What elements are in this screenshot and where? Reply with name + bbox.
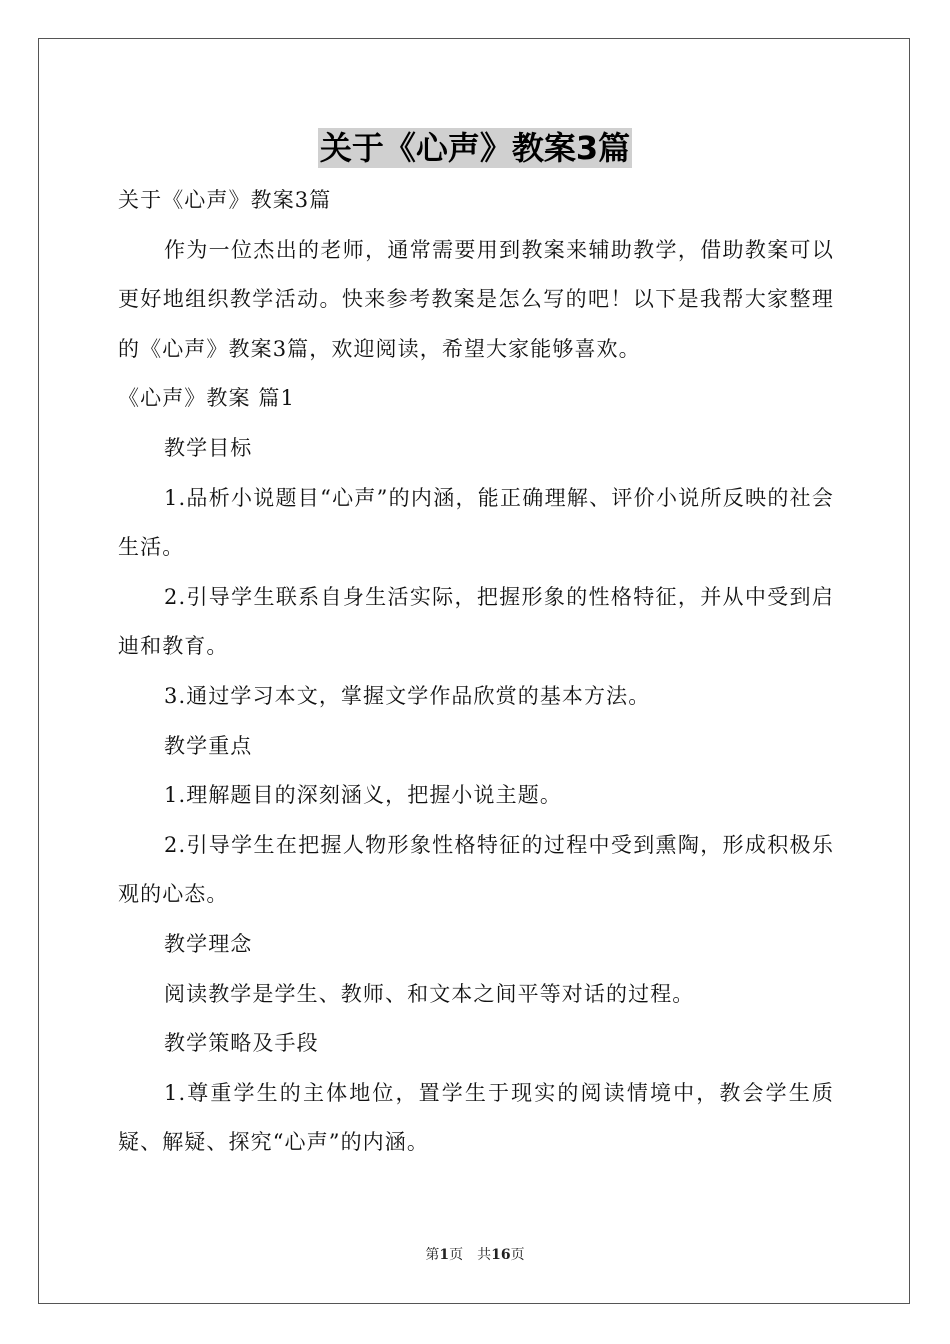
total-page-count: 16 [491, 1247, 511, 1263]
document-title: 关于《心声》教案3篇 [319, 129, 631, 167]
paragraph: 关于《心声》教案3篇 [118, 188, 332, 212]
paragraph: 2.引导学生联系自身生活实际，把握形象的性格特征，并从中受到启迪和教育。 [118, 584, 834, 659]
title-container [0, 128, 950, 168]
footer-prefix: 第 [425, 1247, 440, 1263]
subheading: 教学理念 [164, 931, 253, 956]
section-heading: 《心声》教案 篇1 [118, 386, 295, 411]
paragraph: 1.品析小说题目“心声”的内涵，能正确理解、评价小说所反映的社会生活。 [118, 485, 834, 560]
paragraph: 阅读教学是学生、教师、和文本之间平等对话的过程。 [164, 981, 695, 1006]
subheading: 教学目标 [164, 435, 253, 460]
paragraph: 3.通过学习本文，掌握文学作品欣赏的基本方法。 [164, 683, 651, 708]
paragraph: 1.尊重学生的主体地位，置学生于现实的阅读情境中，教会学生质疑、解疑、探究“心声”的内涵。 [118, 1080, 834, 1155]
paragraph: 作为一位杰出的老师，通常需要用到教案来辅助教学，借助教案可以更好地组织教学活动。快来参考教案是怎么写的吧！以下是我帮大家整理的《心声》教案3篇，欢迎阅读，希望大家能够喜欢。 [118, 237, 834, 361]
subheading: 教学重点 [164, 733, 253, 758]
footer-middle: 页 共 [449, 1247, 492, 1263]
document-body [118, 176, 834, 1168]
paragraph: 2.引导学生在把握人物形象性格特征的过程中受到熏陶，形成积极乐观的心态。 [118, 832, 834, 907]
paragraph: 1.理解题目的深刻涵义，把握小说主题。 [164, 783, 562, 808]
subheading: 教学策略及手段 [164, 1031, 319, 1056]
footer-suffix: 页 [510, 1247, 525, 1263]
current-page-number: 1 [439, 1247, 450, 1263]
page-footer [0, 1245, 950, 1265]
